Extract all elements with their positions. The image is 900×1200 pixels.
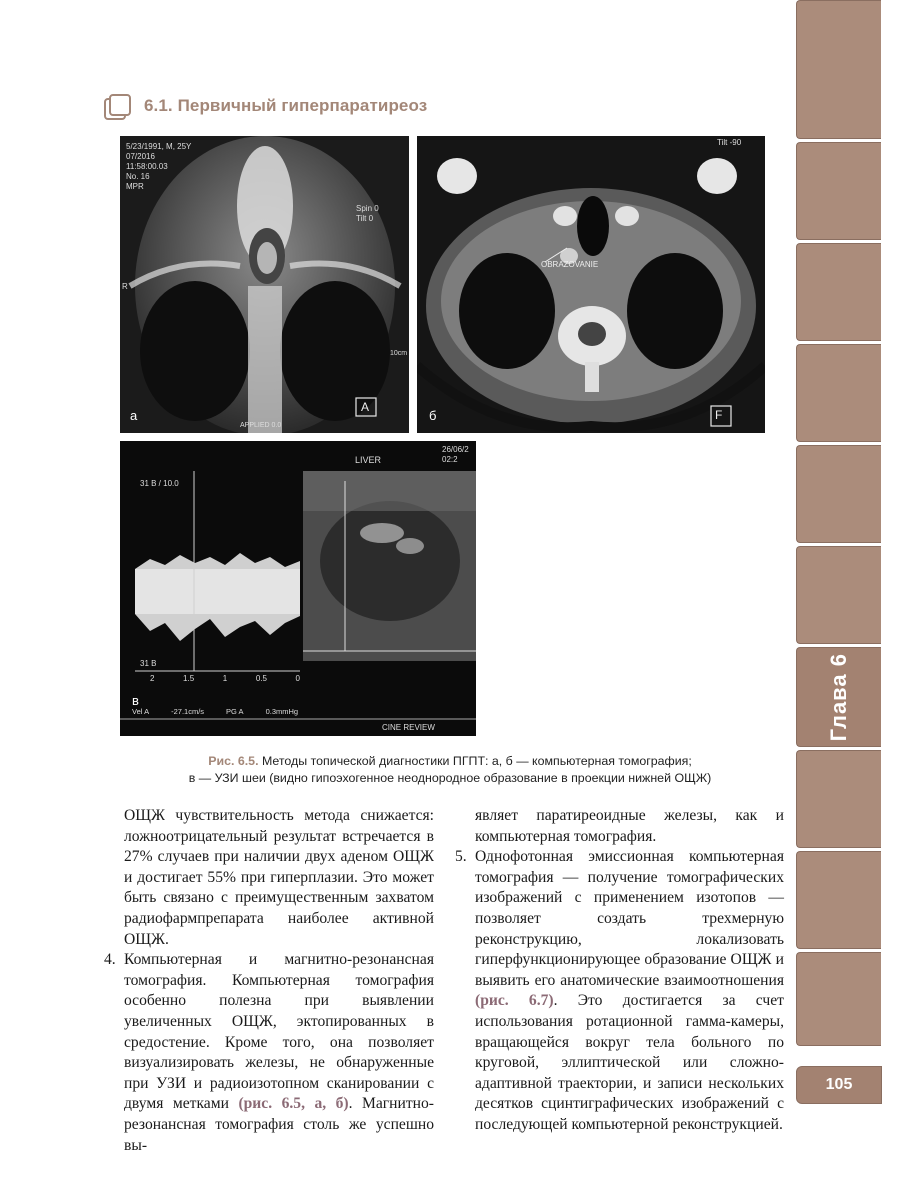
ct-scale: 10cm [390,350,408,357]
us-datetime: 26/06/2 02:2 [442,445,469,464]
figure-label-b: б [429,408,437,423]
figure-b-ct-axial [417,136,765,433]
us-liver-label: LIVER [355,455,382,465]
ct-axial-tilt: Tilt -90 [717,138,742,147]
item5-text: Однофотонная эмиссионная компьютерная томография — получение томографических изображений с применением изотопов — позволяет создать трехмерную реконструкцию, локализовать гиперфункционирующее образование ОЩЖ и выявить его анатомические взаимоотношения [475,848,784,989]
page-number: 105 [825,1076,853,1093]
left-para-1: ОЩЖ чувствительность метода снижается: ложноотрицательный результат встречается в 27% случаев при наличии двух аденом ОЩЖ и достигает 55% при гиперплазии. Это может быть связано с преимущественным захватом радиофармпрепарата наиболее активной ОЩЖ. [124,807,434,948]
list-item-4 [104,950,434,1156]
ct-axial-corner-box-label: F [715,408,723,422]
running-header [104,92,427,120]
figure-label-c: в [132,693,139,708]
ct-axial-image [417,136,765,433]
ct-corner-box-label: A [361,400,370,414]
ct-overlay-info: 5/23/1991, M, 25Y 07/2016 11:58:00.03 No. 16 MPR [126,142,192,191]
figure-ref-6-5[interactable]: (рис. 6.5, а, б) [238,1095,349,1113]
chapter-tab-active[interactable] [796,647,881,747]
item4-text: Компьютерная и магнитно-резонансная томография. Компьютерная томография особенно полезна при выявлении увеличенных ОЩЖ, эктопированных в средостение. Кроме того, она позволяет визуализировать железы, не обнаруженные при УЗИ и радиоизотопном сканировании с двумя метками [124,951,434,1113]
figure-label-a: а [130,408,138,423]
chapter-tab[interactable] [796,142,881,240]
figure-caption [120,753,780,787]
chapter-label: Глава 6 [826,652,851,742]
chapter-tab[interactable] [796,851,881,949]
section-title: 6.1. Первичный гиперпаратиреоз [144,96,428,115]
right-column [455,806,784,1136]
us-cine-review: CINE REVIEW [382,723,435,732]
us-scale-bottom: 31 B [140,659,157,668]
figure-ref-6-7[interactable]: (рис. 6.7) [475,992,554,1010]
left-column [104,806,434,1156]
chapter-tab[interactable] [796,952,881,1046]
list-number-5: 5. [455,848,467,866]
chapter-tab[interactable] [796,243,881,341]
figure-a-ct-coronal [120,136,409,433]
item4-tail: . Магнитно-резонансная томография столь же успешно вы- [124,1095,435,1154]
ct-orientation-r: R [122,282,128,291]
caption-lead: Рис. 6.5. [208,754,259,768]
us-scale-top: 31 B / 10.0 [140,479,179,488]
caption-line-2: в — УЗИ шеи (видно гипоэхогенное неоднородное образование в проекции нижней ОЩЖ) [188,771,712,785]
ct-applied: APPLIED 0.0 [240,422,282,429]
chapter-tabs [796,0,882,1200]
chapter-tab[interactable] [796,750,881,848]
caption-line-1: Методы топической диагностики ПГПТ: а, б — компьютерная томография; [258,754,692,768]
chapter-tab[interactable] [796,0,881,139]
chapter-tab[interactable] [796,344,881,442]
figure-c-ultrasound [120,441,476,736]
chapter-tab[interactable] [796,445,881,543]
right-para-1: являет паратиреоидные железы, как и компьютерная томография. [475,807,784,845]
list-item-5 [455,847,784,1135]
us-readouts: Vel A -27.1cm/s PG A 0.3mmHg [132,707,299,716]
ct-axial-annotation: OBRAZOVANIE [541,260,599,269]
chapter-tab[interactable] [796,546,881,644]
list-number-4: 4. [104,951,116,969]
chapter-section-icon [104,94,128,118]
page-number-badge [796,1066,882,1104]
us-axis-ticks: 2 1.5 1 0.5 0 [150,674,300,683]
item5-tail: . Это достигается за счет использования ротационной гамма-камеры, вращающейся вокруг тела больного по круговой, эллиптической или сложно-адаптивной траектории, и записи нескольких десятков сцинтиграфических изображений с последующей компьютерной реконструкцией. [475,992,784,1133]
ct-spin-tilt: Spin 0 Tilt 0 [356,204,379,223]
